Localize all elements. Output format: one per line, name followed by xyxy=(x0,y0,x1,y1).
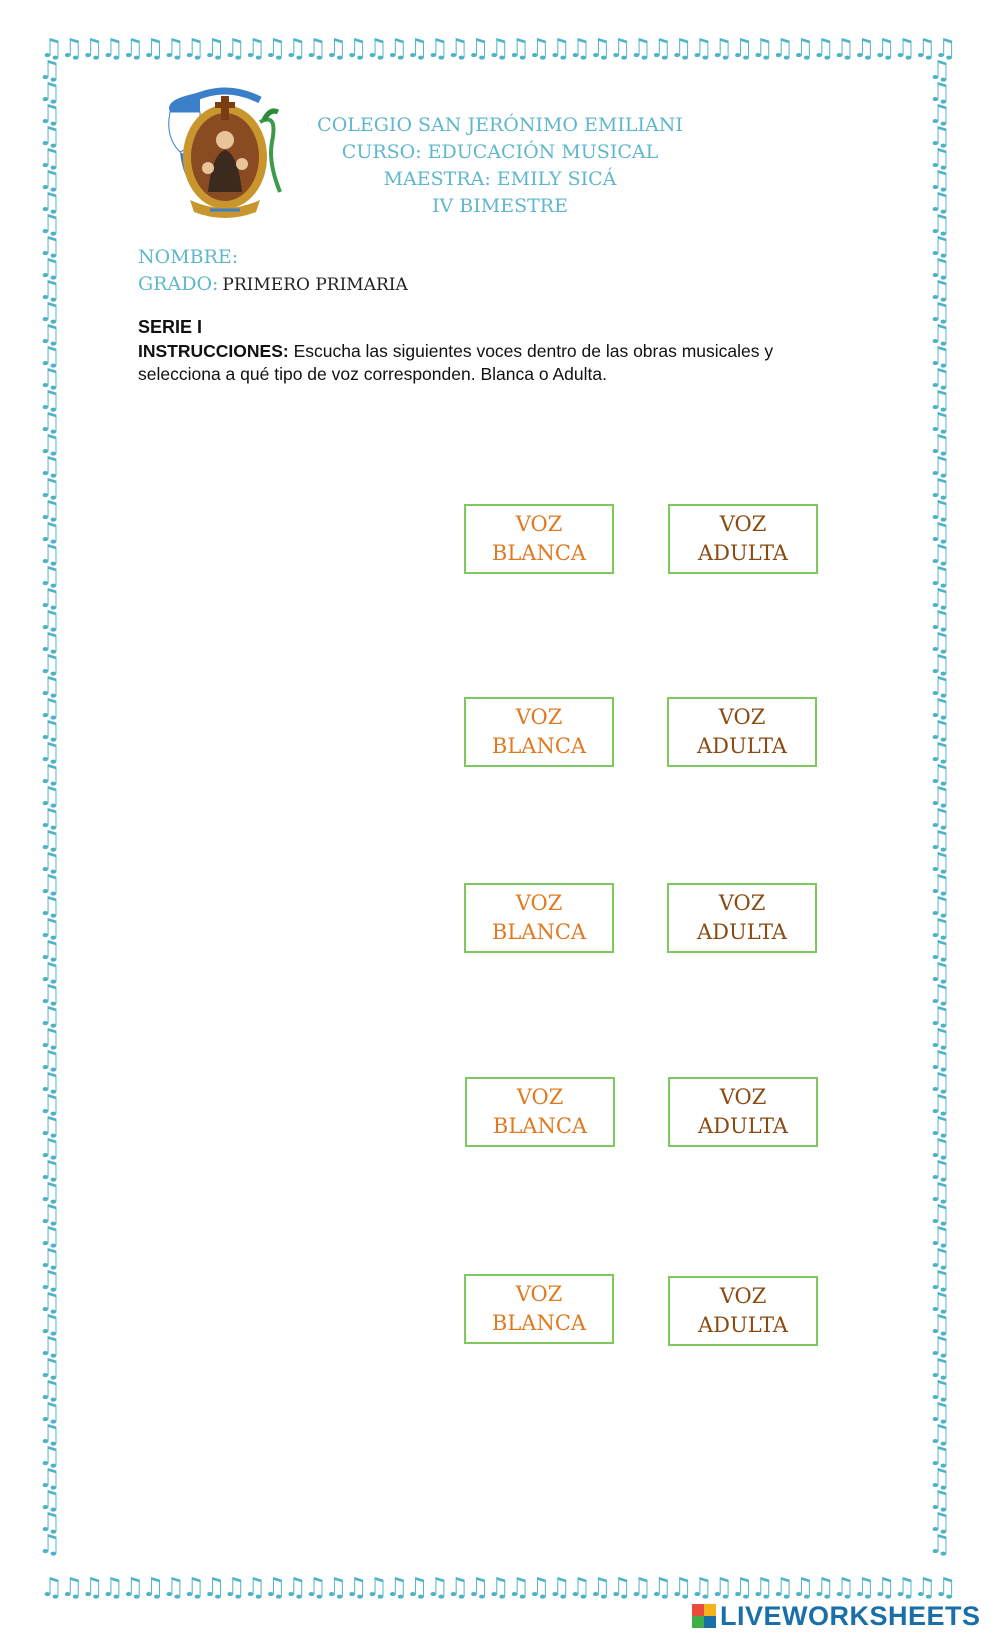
teacher-name: MAESTRA: EMILY SICÁ xyxy=(383,168,617,190)
option-label-line2: BLANCA xyxy=(491,1311,587,1335)
term-label: IV BIMESTRE xyxy=(432,195,568,217)
instructions xyxy=(138,340,858,386)
school-name: COLEGIO SAN JERÓNIMO EMILIANI xyxy=(317,114,683,136)
music-note-border-top: ♫♫♫♫♫♫♫♫♫♫♫♫♫♫♫♫♫♫♫♫♫♫♫♫♫♫♫♫♫♫♫♫♫♫♫♫♫♫♫♫♫♫♫♫♫ xyxy=(40,36,954,64)
option-label-line2: ADULTA xyxy=(698,541,788,565)
voz-blanca-option-2[interactable] xyxy=(464,697,614,767)
music-note-border-bottom: ♫♫♫♫♫♫♫♫♫♫♫♫♫♫♫♫♫♫♫♫♫♫♫♫♫♫♫♫♫♫♫♫♫♫♫♫♫♫♫♫♫♫♫♫♫ xyxy=(40,1575,954,1603)
option-label-line2: ADULTA xyxy=(697,920,787,944)
option-label-line2: ADULTA xyxy=(698,1114,788,1138)
liveworksheets-brand[interactable] xyxy=(692,1596,981,1636)
option-label-line1: VOZ xyxy=(515,705,563,729)
voz-adulta-option-1[interactable] xyxy=(668,504,818,574)
brand-name: LIVEWORKSHEETS xyxy=(720,1600,981,1631)
option-label-line2: BLANCA xyxy=(492,1114,588,1138)
school-header xyxy=(300,112,700,220)
option-label-line1: VOZ xyxy=(515,1282,563,1306)
option-label-line1: VOZ xyxy=(719,1284,767,1308)
grade-value: PRIMERO PRIMARIA xyxy=(222,275,408,295)
option-label-line2: ADULTA xyxy=(698,1313,788,1337)
option-label-line2: ADULTA xyxy=(697,734,787,758)
option-label-line1: VOZ xyxy=(516,1085,564,1109)
instructions-text: Escucha las siguientes voces dentro de las obras musicales y selecciona a qué tipo de voz corresponden. Blanca o Adulta. xyxy=(138,341,774,384)
option-label-line2: BLANCA xyxy=(491,734,587,758)
voz-blanca-option-3[interactable] xyxy=(464,883,614,953)
course-name: CURSO: EDUCACIÓN MUSICAL xyxy=(341,141,659,163)
option-label-line1: VOZ xyxy=(719,1085,767,1109)
voz-adulta-option-4[interactable] xyxy=(668,1077,818,1147)
option-label-line1: VOZ xyxy=(718,705,766,729)
option-label-line2: BLANCA xyxy=(491,920,587,944)
grade-label: GRADO: xyxy=(138,273,219,295)
option-label-line1: VOZ xyxy=(719,512,767,536)
voz-adulta-option-2[interactable] xyxy=(667,697,817,767)
option-label-line1: VOZ xyxy=(515,512,563,536)
option-label-line1: VOZ xyxy=(515,891,563,915)
voz-blanca-option-4[interactable] xyxy=(465,1077,615,1147)
name-field xyxy=(138,246,238,268)
music-note-border-left: ♫♫♫♫♫♫♫♫♫♫♫♫♫♫♫♫♫♫♫♫♫♫♫♫♫♫♫♫♫♫♫♫♫♫♫♫♫♫♫♫♫♫♫♫♫♫♫♫♫♫♫♫♫♫♫♫♫♫♫♫♫♫♫♫♫♫♫♫ xyxy=(38,60,62,1560)
section-title: SERIE I xyxy=(138,317,203,337)
option-label-line2: BLANCA xyxy=(491,541,587,565)
instructions-label: INSTRUCCIONES: xyxy=(138,341,289,361)
music-note-border-right: ♫♫♫♫♫♫♫♫♫♫♫♫♫♫♫♫♫♫♫♫♫♫♫♫♫♫♫♫♫♫♫♫♫♫♫♫♫♫♫♫♫♫♫♫♫♫♫♫♫♫♫♫♫♫♫♫♫♫♫♫♫♫♫♫♫♫♫♫ xyxy=(928,60,952,1560)
voz-adulta-option-3[interactable] xyxy=(667,883,817,953)
voz-adulta-option-5[interactable] xyxy=(668,1276,818,1346)
name-label: NOMBRE: xyxy=(138,246,239,268)
liveworksheets-logo-icon xyxy=(692,1604,716,1628)
voz-blanca-option-1[interactable] xyxy=(464,504,614,574)
grade-field xyxy=(138,273,408,295)
voz-blanca-option-5[interactable] xyxy=(464,1274,614,1344)
school-crest-icon xyxy=(160,82,290,222)
option-label-line1: VOZ xyxy=(718,891,766,915)
